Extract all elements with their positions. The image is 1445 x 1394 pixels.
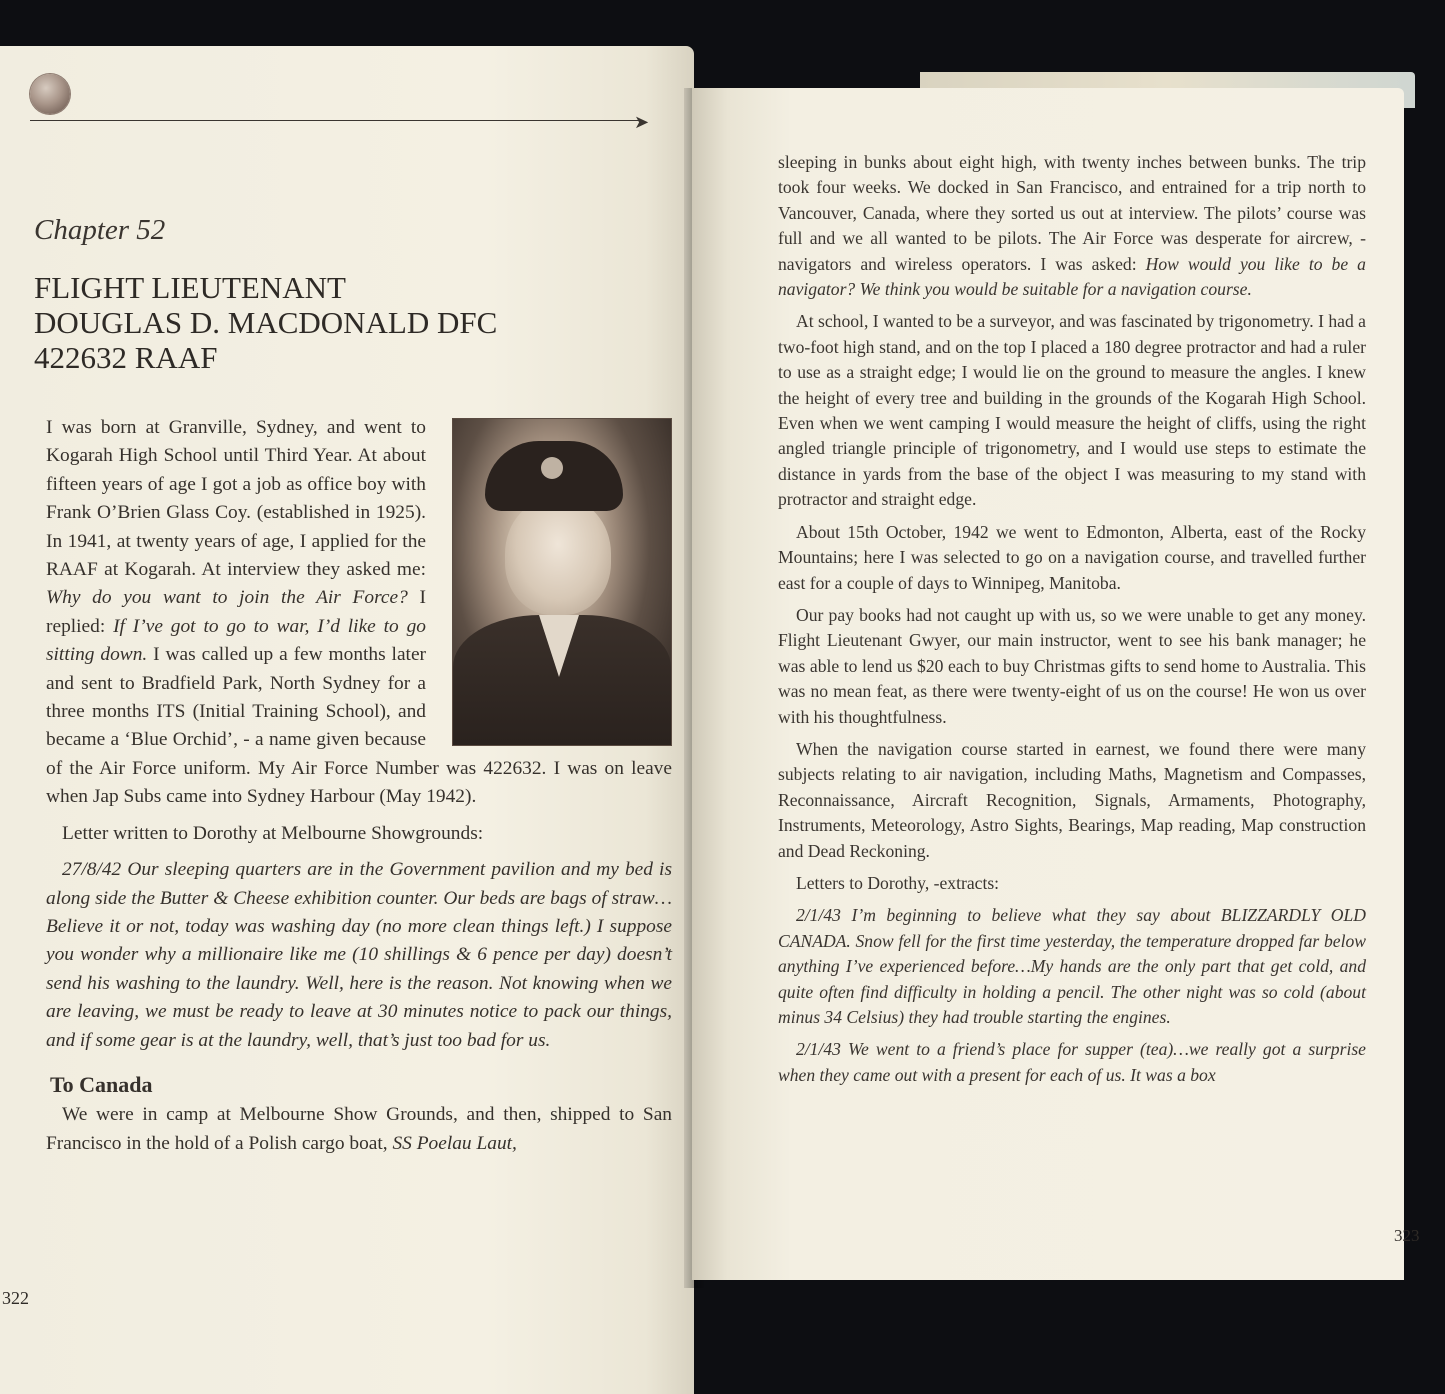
paragraph [778,520,1366,596]
cap-badge-icon [541,457,563,479]
paragraph [778,603,1366,730]
paragraph [778,150,1366,302]
paragraph [778,309,1366,512]
raaf-emblem-icon [30,74,70,114]
title-line: FLIGHT LIEUTENANT [34,270,346,305]
right-page [692,88,1420,1280]
text-run: I was called up a few months later and sent to Bradfield Park, North Sydney for a three months ITS (Initial Training School), and became a ‘Blue Orchid’, - a name given because of the Air Force uniform. My Air Force Number was 422632. I was on leave when Jap Subs came into Sydney Harbour (May 1942). [46,644,672,808]
text-run: sleeping in bunks about eight high, with twenty inches between bunks. The trip took four weeks. We docked in San Francisco, and entrained for a trip north to Vancouver, Canada, where they sorted us out at interview. The pilots’ course was full and we all wanted to be pilots. The Air Force was desperate for aircrew, - navigators and wireless operators. I was asked: [778,152,1366,274]
italic-text: Why do you want to join the Air Force? [46,587,408,609]
text-run: When the navigation course started in earnest, we found there were many subjects relating to air navigation, including Maths, Magnetism and Compasses, Reconnaissance, Aircraft Recognition, Signals, Armaments, Photography, Instruments, Meteorology, Astro Sights, Bearings, Map reading, Map construction and Dead Reckoning. [778,738,1366,861]
section-paragraphs [46,1101,672,1158]
title-line: DOUGLAS D. MACDONALD DFC [34,305,498,340]
section-heading: To Canada [50,1071,153,1097]
rule-arrow-icon: ➤ [634,112,650,132]
right-body-text [778,150,1366,1095]
text-run: 2/1/43 We went to a friend’s place for supper (tea)…we really got a surprise when they came out with a present for each of us. It was a box [778,1039,1366,1085]
page-number-left: 322 [2,1288,29,1308]
page-number-right: 323 [1394,1226,1420,1245]
left-page [0,46,694,1394]
text-run: About 15th October, 1942 we went to Edmonton, Alberta, east of the Rocky Mountains; here I was selected to go on a navigation course, and travelled further east for a couple of days to Winnipeg, Manitoba. [778,521,1366,593]
text-run: Letters to Dorothy, -extracts: [796,872,1000,893]
italic-text: How would you like to be a navigator? We think you would be suitable for a navigation course. [778,253,1366,300]
text-run: I was born at Granville, Sydney, and went to Kogarah High School until Third Year. At about fifteen years of age I got a job as office boy with Frank O’Brien Glass Coy. (established in 1925). In 1941, at twenty years of age, I applied for the RAAF at Kogarah. At interview they asked me: [46,417,426,581]
text-run: At school, I wanted to be a surveyor, and was fascinated by trigonometry. I had a two-foot high stand, and on the top I placed a 180 degree protractor and had a ruler to use as a straight edge; I would lie on the ground to measure the angles. I knew the height of every tree and building in the grounds of the Kogarah High School. Even when we went camping I would measure the height of cliffs, using the right angled triangle principle of trigonometry, and I would use steps to estimate the distance in yards from the base of the object I was measuring to my stand with protractor and straight edge. [778,311,1366,510]
paragraph [778,737,1366,864]
paragraph [46,1101,672,1158]
photo-face [505,497,611,615]
left-body-text [46,414,672,1166]
text-run: We were in camp at Melbourne Show Grounds, and then, shipped to San Francisco in the hold of a Polish cargo boat, [46,1104,672,1154]
chapter-label: Chapter 52 [34,214,166,246]
chapter-title [34,270,674,375]
title-line: 422632 RAAF [34,340,218,375]
portrait-photo [452,418,672,746]
text-run: Letter written to Dorothy at Melbourne Showgrounds: [62,822,484,844]
text-run: I replied: [46,587,426,637]
paragraph [778,871,1366,896]
paragraph [778,903,1366,1030]
paragraph [46,856,672,1055]
paragraph [778,1037,1366,1088]
text-run: 27/8/42 Our sleeping quarters are in the Government pavilion and my bed is along side the Butter & Cheese exhibition counter. Our beds are bags of straw…Believe it or not, today was washing day (no more clean things left.) I suppose you wonder why a millionaire like me (10 shillings & 6 pence per day) doesn’t send his washing to the laundry. Well, here is the reason. Not knowing when we are leaving, we must be ready to leave at 30 minutes notice to pack our things, and if some gear is at the laundry, well, that’s just too bad for us. [46,859,672,1051]
text-run: Our pay books had not caught up with us, so we were unable to get any money. Flight Lieutenant Gwyer, our main instructor, went to see his bank manager; he was able to lend us $20 each to buy Christmas gifts to send home to Australia. This was no mean feat, as there were twenty-eight of us on the course! He won us over with his thoughtfulness. [778,604,1366,727]
italic-text: SS Poelau Laut, [392,1132,517,1154]
header-rule [30,120,640,121]
text-run: 2/1/43 I’m beginning to believe what they say about BLIZZARDLY OLD CANADA. Snow fell for the first time yesterday, the temperature dropped far below anything I’ve experienced before…My hands are the only part that get cold, and quite often find difficulty in holding a pencil. The other night was so cold (about minus 34 Celsius) they had trouble starting the engines. [778,905,1366,1027]
paragraph [46,820,672,848]
italic-text: If I’ve got to go to war, I’d like to go sitting down. [46,615,426,666]
